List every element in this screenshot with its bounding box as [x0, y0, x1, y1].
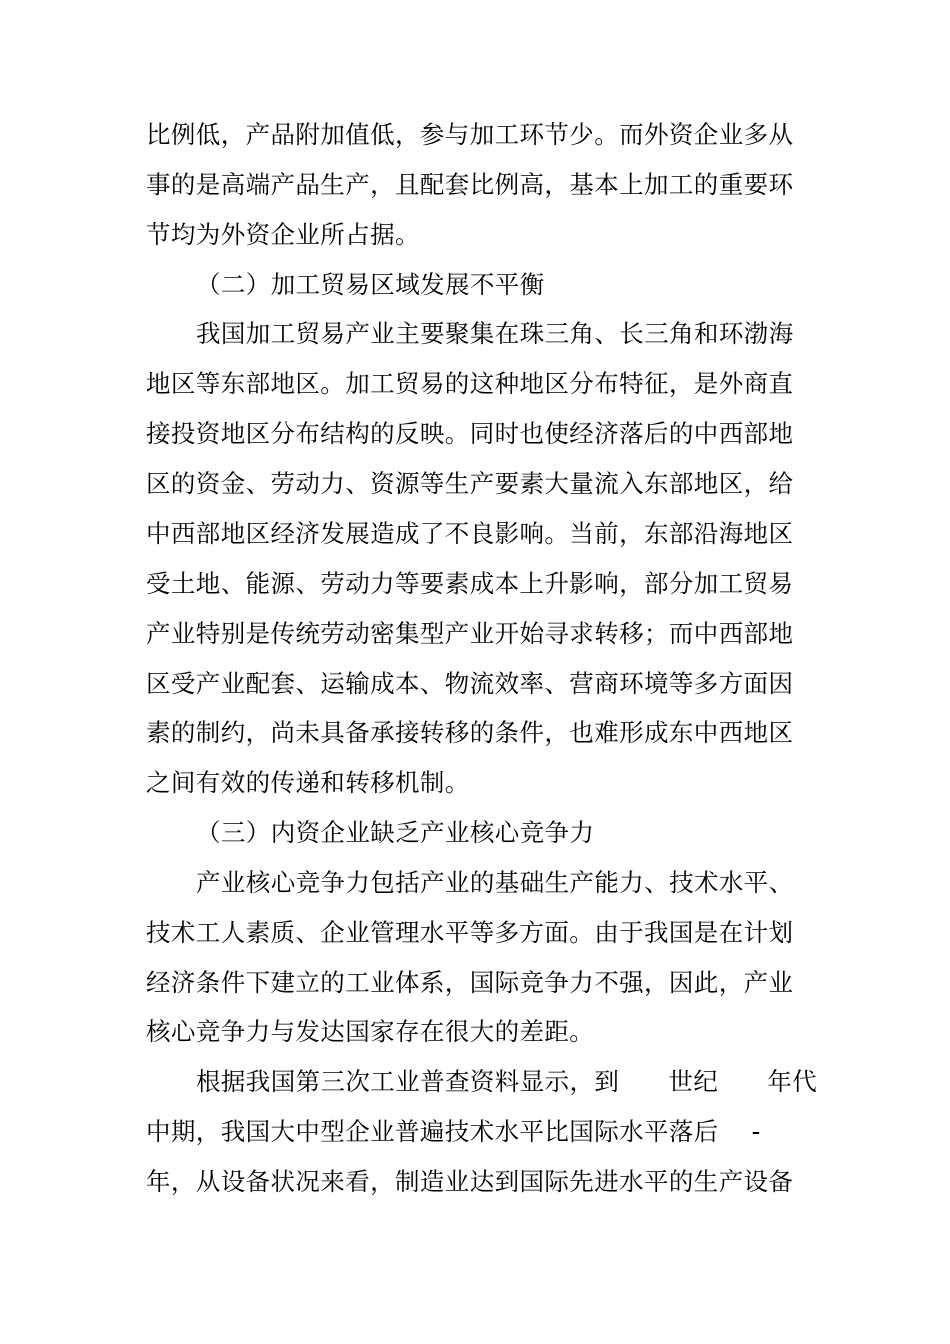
section-heading: （二）加工贸易区域发展不平衡	[196, 270, 545, 299]
text-line: 核心竞争力与发达国家存在很大的差距。	[146, 1017, 595, 1046]
text-line: 根据我国第三次工业普查资料显示，到 世纪 年代	[196, 1067, 818, 1096]
text-line: 产业核心竞争力包括产业的基础生产能力、技术水平、	[196, 868, 794, 897]
text-line: 年，从设备状况来看，制造业达到国际先进水平的生产设备	[146, 1167, 794, 1196]
text-line: 区受产业配套、运输成本、物流效率、营商环境等多方面因	[146, 669, 794, 698]
section-heading: （三）内资企业缺乏产业核心竞争力	[196, 818, 595, 847]
text-line: 素的制约，尚未具备承接转移的条件，也难形成东中西地区	[146, 718, 794, 747]
text-line: 中西部地区经济发展造成了不良影响。当前，东部沿海地区	[146, 519, 794, 548]
text-line: 受土地、能源、劳动力等要素成本上升影响，部分加工贸易	[146, 569, 794, 598]
text-line: 事的是高端产品生产，且配套比例高，基本上加工的重要环	[146, 170, 794, 199]
text-line: 区的资金、劳动力、资源等生产要素大量流入东部地区，给	[146, 469, 794, 498]
text-line: 接投资地区分布结构的反映。同时也使经济落后的中西部地	[146, 419, 794, 448]
text-line: 比例低，产品附加值低，参与加工环节少。而外资企业多从	[146, 120, 794, 149]
text-line: 经济条件下建立的工业体系，国际竞争力不强，因此，产业	[146, 968, 794, 997]
text-line: 我国加工贸易产业主要聚集在珠三角、长三角和环渤海	[196, 319, 794, 348]
text-line: 地区等东部地区。加工贸易的这种地区分布特征，是外商直	[146, 369, 794, 398]
text-line: 中期，我国大中型企业普遍技术水平比国际水平落后 -	[146, 1117, 761, 1146]
text-line: 技术工人素质、企业管理水平等多方面。由于我国是在计划	[146, 918, 794, 947]
text-line: 节均为外资企业所占据。	[146, 220, 420, 249]
text-line: 产业特别是传统劳动密集型产业开始寻求转移；而中西部地	[146, 619, 794, 648]
text-line: 之间有效的传递和转移机制。	[146, 768, 470, 797]
